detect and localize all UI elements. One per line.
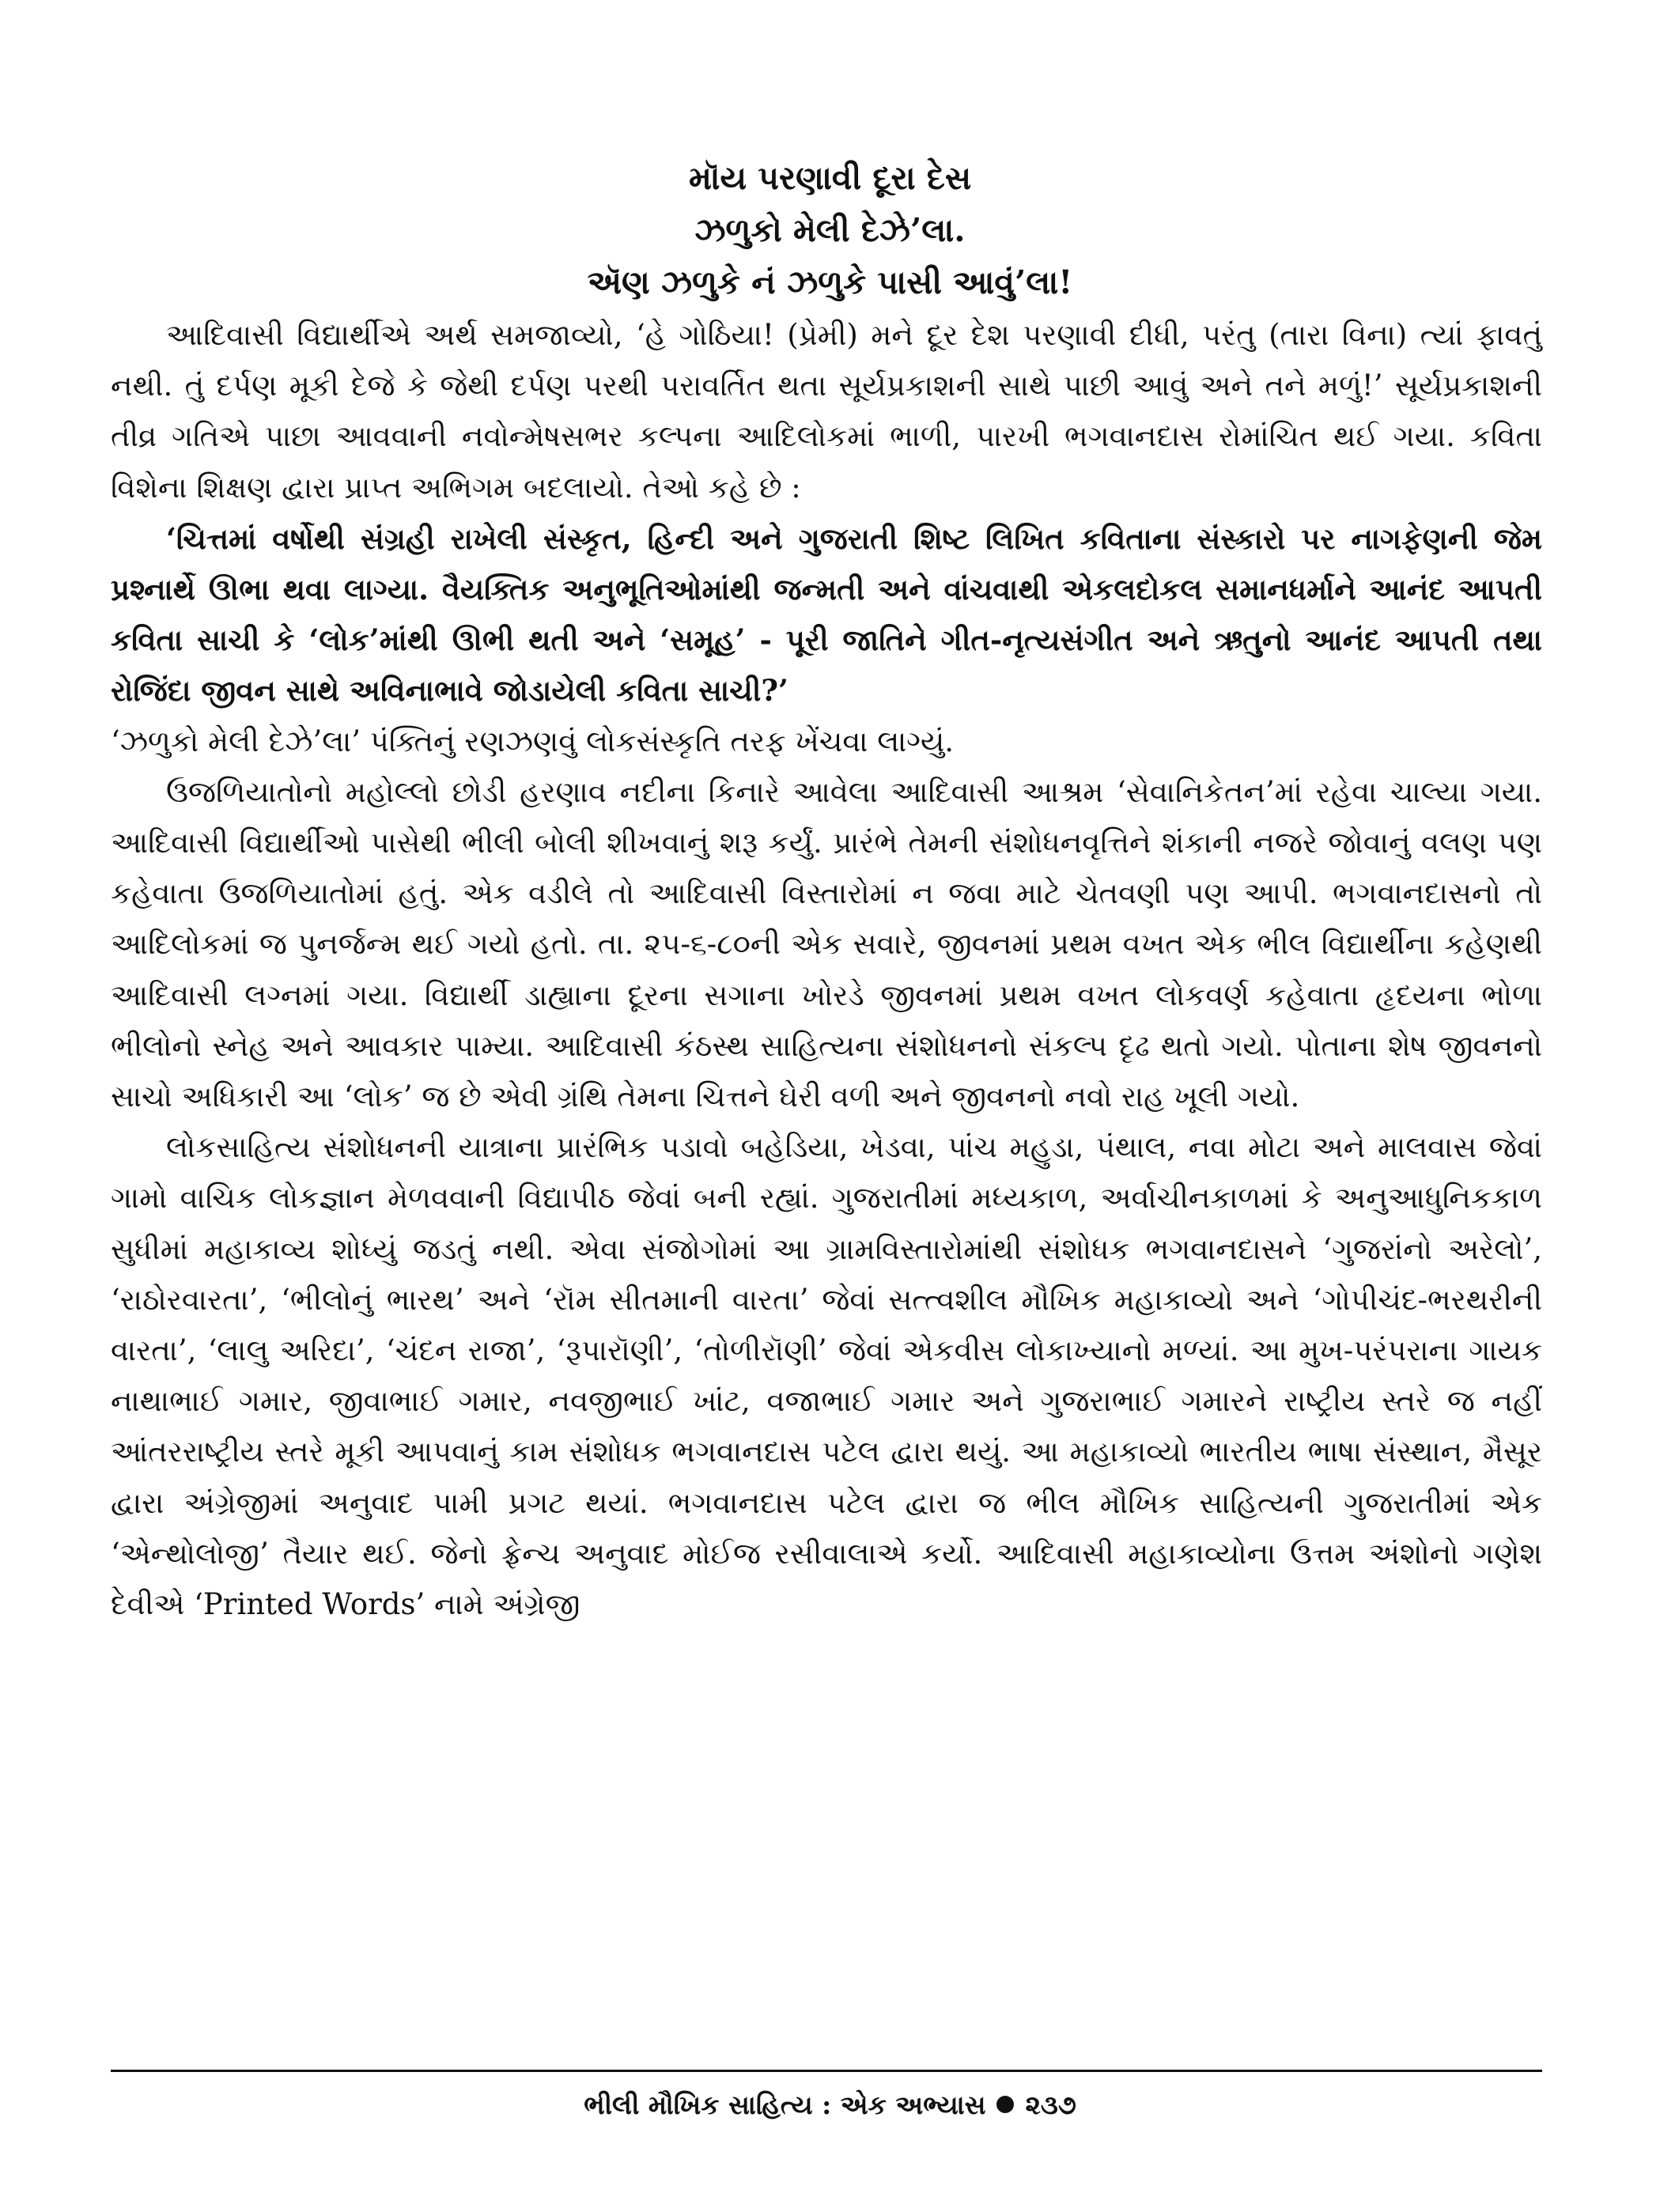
- page-footer: [0, 2086, 1660, 2124]
- footer-rule: [111, 2070, 1542, 2072]
- paragraph-verse-pull: ‘ઝળુકો મેલી દેઝે’લા’ પંક્તિનું રણઝણવું લોકસંસ્કૃતિ તરફ ખેંચવા લાગ્યું.: [111, 724, 955, 758]
- bullet-icon: [996, 2096, 1014, 2113]
- footer-book-title: ભીલી મૌખિક સાહિત્ય : એક અભ્યાસ: [584, 2089, 986, 2120]
- verse-block: [0, 152, 1660, 308]
- paragraph-research: લોકસાહિત્ય સંશોધનની યાત્રાના પ્રારંભિક પડાવો બહેડિયા, ખેડવા, પાંચ મહુડા, પંથાલ, નવા મોટા અને માલવાસ જેવાં ગામો વાચિક લોકજ્ઞાન મેળવવાની વિદ્યાપીઠ જેવાં બની રહ્યાં. ગુજરાતીમાં મધ્યકાળ, અર્વાચીનકાળમાં કે અનુઆધુનિકકાળ સુધીમાં મહાકાવ્ય શોધ્યું જડતું નથી. એવા સંજોગોમાં આ ગ્રામવિસ્તારોમાંથી સંશોધક ભગવાનદાસને ‘ગુજરાંનો અરેલો’, ‘રાઠોરવારતા’, ‘ભીલોનું ભારથ’ અને ‘રૉમ સીતમાની વારતા’ જેવાં સત્ત્વશીલ મૌખિક મહાકાવ્યો અને ‘ગોપીચંદ-ભરથરીની વારતા’, ‘લાલુ અરિદા’, ‘ચંદન રાજા’, ‘રૂપારૉણી’, ‘તોળીરૉણી’ જેવાં એકવીસ લોકાખ્યાનો મળ્યાં. આ મુખ-પરંપરાના ગાયક નાથાભાઈ ગમાર, જીવાભાઈ ગમાર, નવજીભાઈ ખાંટ, વજાભાઈ ગમાર અને ગુજરાભાઈ ગમારને રાષ્ટ્રીય સ્તરે જ નહીં આંતરરાષ્ટ્રીય સ્તરે મૂકી આપવાનું કામ સંશોધક ભગવાનદાસ પટેલ દ્વારા થયું. આ મહાકાવ્યો ભારતીય ભાષા સંસ્થાન, મૈસૂર દ્વારા અંગ્રેજીમાં અનુવાદ પામી પ્રગટ થયાં. ભગવાનદાસ પટેલ દ્વારા જ ભીલ મૌખિક સાહિત્યની ગુજરાતીમાં એક ‘એન્થોલોજી’ તૈયાર થઈ. જેનો ફ્રેન્ચ અનુવાદ મોઈજ રસીવાલાએ કર્યો. આદિવાસી મહાકાવ્યોના ઉત્તમ અંશોનો ગણેશ દેવીએ ‘Printed Words’ નામે અંગ્રેજી: [111, 1130, 1542, 1622]
- paragraph-quote: ‘ચિત્તમાં વર્ષોથી સંગ્રહી રાખેલી સંસ્કૃત, હિન્દી અને ગુજરાતી શિષ્ટ લિખિત કવિતાના સંસ્કારો પર નાગફેણની જેમ પ્રશ્નાર્થે ઊભા થવા લાગ્યા. વૈયક્તિક અનુભૂતિઓમાંથી જન્મતી અને વાંચવાથી એકલદોકલ સમાનધર્માને આનંદ આપતી કવિતા સાચી કે ‘લોક’માંથી ઊભી થતી અને ‘સમૂહ’ - પૂરી જાતિને ગીત-નૃત્યસંગીત અને ઋતુનો આનંદ આપતી તથા રોજિંદા જીવન સાથે અવિનાભાવે જોડાયેલી કવિતા સાચી?’: [111, 520, 1542, 709]
- paragraph-ashram: ઉજળિયાતોનો મહોલ્લો છોડી હરણાવ નદીના કિનારે આવેલા આદિવાસી આશ્રમ ‘સેવાનિકેતન’માં રહેવા ચાલ્યા ગયા. આદિવાસી વિદ્યાર્થીઓ પાસેથી ભીલી બોલી શીખવાનું શરૂ કર્યું. પ્રારંભે તેમની સંશોધનવૃત્તિને શંકાની નજરે જોવાનું વલણ પણ કહેવાતા ઉજળિયાતોમાં હતું. એક વડીલે તો આદિવાસી વિસ્તારોમાં ન જવા માટે ચેતવણી પણ આપી. ભગવાનદાસનો તો આદિલોકમાં જ પુનર્જન્મ થઈ ગયો હતો. તા. ૨૫-૬-૮૦ની એક સવારે, જીવનમાં પ્રથમ વખત એક ભીલ વિદ્યાર્થીના કહેણથી આદિવાસી લગ્નમાં ગયા. વિદ્યાર્થી ડાહ્યાના દૂરના સગાના ખોરડે જીવનમાં પ્રથમ વખત લોકવર્ણ કહેવાતા હૃદયના ભોળા ભીલોનો સ્નેહ અને આવકાર પામ્યા. આદિવાસી કંઠસ્થ સાહિત્યના સંશોધનનો સંકલ્પ દૃઢ થતો ગયો. પોતાના શેષ જીવનનો સાચો અધિકારી આ ‘લોક’ જ છે એવી ગ્રંથિ તેમના ચિત્તને ઘેરી વળી અને જીવનનો નવો રાહ ખૂલી ગયો.: [111, 774, 1542, 1114]
- body-text: [111, 310, 1542, 1630]
- paragraph-explanation: આદિવાસી વિદ્યાર્થીએ અર્થ સમજાવ્યો, ‘હે ગોઠિયા! (પ્રેમી) મને દૂર દેશ પરણાવી દીધી, પરંતુ (તારા વિના) ત્યાં ફાવતું નથી. તું દર્પણ મૂકી દેજે કે જેથી દર્પણ પરથી પરાવર્તિત થતા સૂર્યપ્રકાશની સાથે પાછી આવું અને તને મળું!’ સૂર્યપ્રકાશની તીવ્ર ગતિએ પાછા આવવાની નવોન્મેષસભર કલ્પના આદિલોકમાં ભાળી, પારખી ભગવાનદાસ રોમાંચિત થઈ ગયા. કવિતા વિશેના શિક્ષણ દ્વારા પ્રાપ્ત અભિગમ બદલાયો. તેઓ કહે છે :: [111, 318, 1542, 505]
- verse-line-2: ઝળુકો મેલી દેઝે’લા.: [694, 211, 966, 249]
- footer-page-number: ૨૩૭: [1025, 2089, 1076, 2120]
- verse-line-1: મૉય પરણાવી દૂરા દેસ: [688, 159, 972, 197]
- verse-line-3: ઍણ ઝળુકે નં ઝળુકે પાસી આવું’લા!: [587, 263, 1073, 301]
